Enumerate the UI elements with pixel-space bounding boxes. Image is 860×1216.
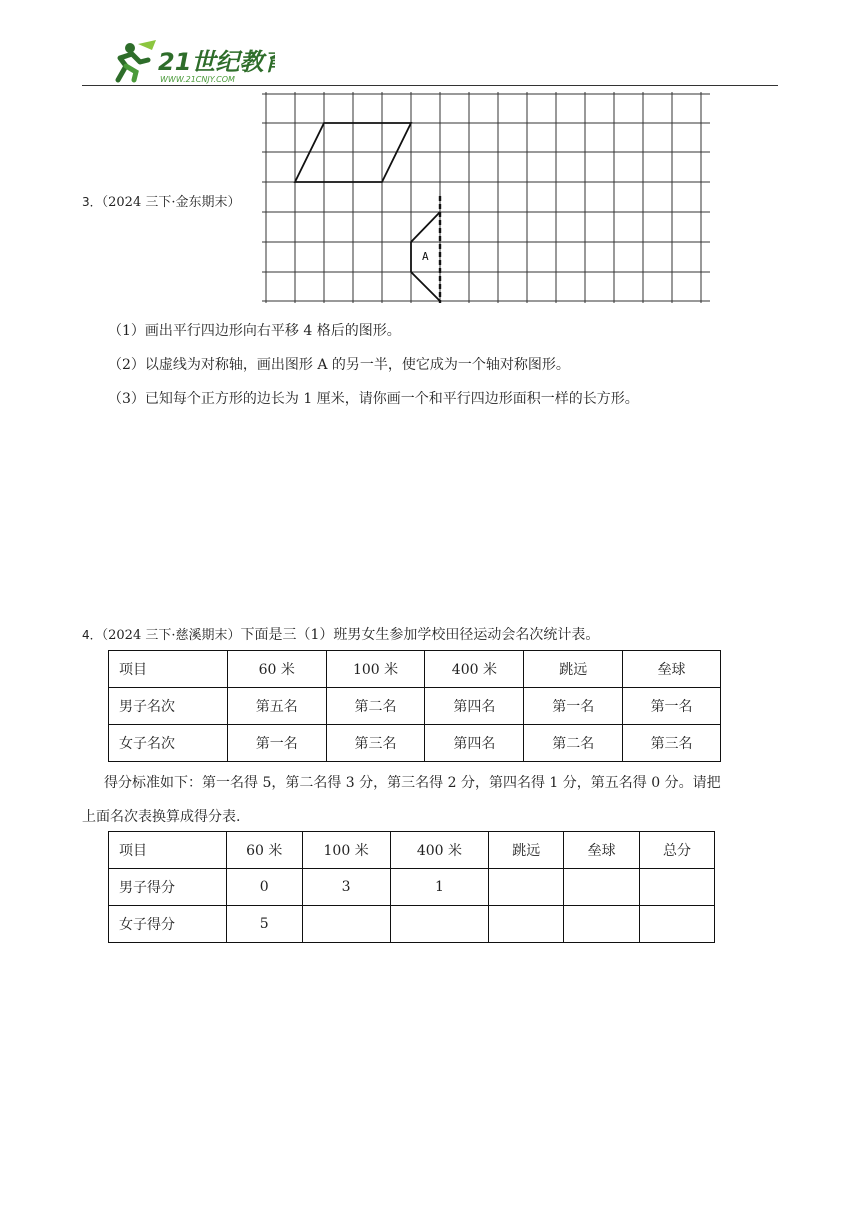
answer-cell[interactable]	[640, 906, 715, 943]
table-header-cell: 400 米	[390, 832, 489, 869]
table-row	[109, 725, 721, 762]
table-cell: 3	[302, 869, 390, 906]
q3-number: 3．	[82, 195, 102, 209]
table-header-cell: 垒球	[623, 651, 721, 688]
table-cell: 第一名	[227, 725, 326, 762]
header-rule	[82, 85, 778, 86]
q3-item-2: （2）以虚线为对称轴，画出图形 A 的另一半，使它成为一个轴对称图形。	[108, 357, 570, 373]
table-cell: 第三名	[326, 725, 425, 762]
table-cell: 第三名	[623, 725, 721, 762]
table-header-row	[109, 832, 715, 869]
ranking-table	[108, 650, 721, 762]
table-cell: 男子名次	[109, 688, 228, 725]
q3-source: （2024 三下·金东期末）	[101, 195, 241, 210]
table-header-cell: 60 米	[227, 651, 326, 688]
table-header-cell: 400 米	[425, 651, 524, 688]
table-cell: 1	[390, 869, 489, 906]
table-cell: 第五名	[227, 688, 326, 725]
q4-number: 4．	[82, 628, 102, 642]
table-cell: 第一名	[524, 688, 623, 725]
q3-item-3: （3）已知每个正方形的边长为 1 厘米，请你画一个和平行四边形面积一样的长方形。	[108, 391, 639, 407]
table-cell: 女子名次	[109, 725, 228, 762]
table-cell: 男子得分	[109, 869, 227, 906]
table-cell: 5	[226, 906, 302, 943]
table-header-cell: 100 米	[326, 651, 425, 688]
table-header-cell: 60 米	[226, 832, 302, 869]
table-cell: 第二名	[524, 725, 623, 762]
answer-cell[interactable]	[489, 869, 564, 906]
table-header-cell: 垒球	[564, 832, 640, 869]
table-row	[109, 906, 715, 943]
q4-source: （2024 三下·慈溪期末）	[101, 628, 241, 643]
answer-cell[interactable]	[390, 906, 489, 943]
table-cell: 0	[226, 869, 302, 906]
table-header-cell: 项目	[109, 651, 228, 688]
score-table[interactable]	[108, 831, 715, 943]
logo-text: 21世纪教育	[158, 48, 275, 76]
table-row	[109, 688, 721, 725]
answer-cell[interactable]	[564, 869, 640, 906]
table-header-cell: 项目	[109, 832, 227, 869]
table-header-cell: 跳远	[489, 832, 564, 869]
table-cell: 第四名	[425, 688, 524, 725]
runner-icon	[118, 40, 156, 80]
answer-cell[interactable]	[302, 906, 390, 943]
table-cell: 第一名	[623, 688, 721, 725]
site-logo	[100, 38, 275, 84]
table-cell: 第二名	[326, 688, 425, 725]
shape-a-label: A	[422, 250, 429, 263]
grid-figure	[262, 92, 712, 306]
scoring-rule-line-1: 得分标准如下：第一名得 5，第二名得 3 分，第三名得 2 分，第四名得 1 分，第五名得 0 分。请把	[104, 775, 721, 791]
table-cell: 第四名	[425, 725, 524, 762]
q3-item-1: （1）画出平行四边形向右平移 4 格后的图形。	[108, 323, 401, 339]
q4-heading	[82, 624, 599, 644]
table-header-row	[109, 651, 721, 688]
answer-cell[interactable]	[489, 906, 564, 943]
q3-heading	[82, 191, 241, 210]
answer-cell[interactable]	[640, 869, 715, 906]
scoring-rule-line-2: 上面名次表换算成得分表.	[82, 809, 241, 825]
table-cell: 女子得分	[109, 906, 227, 943]
answer-cell[interactable]	[564, 906, 640, 943]
table-header-cell: 100 米	[302, 832, 390, 869]
table-header-cell: 总分	[640, 832, 715, 869]
table-row	[109, 869, 715, 906]
q4-intro: 下面是三（1）班男女生参加学校田径运动会名次统计表。	[240, 627, 600, 643]
table-header-cell: 跳远	[524, 651, 623, 688]
logo-subtext: WWW.21CNJY.COM	[160, 75, 235, 84]
